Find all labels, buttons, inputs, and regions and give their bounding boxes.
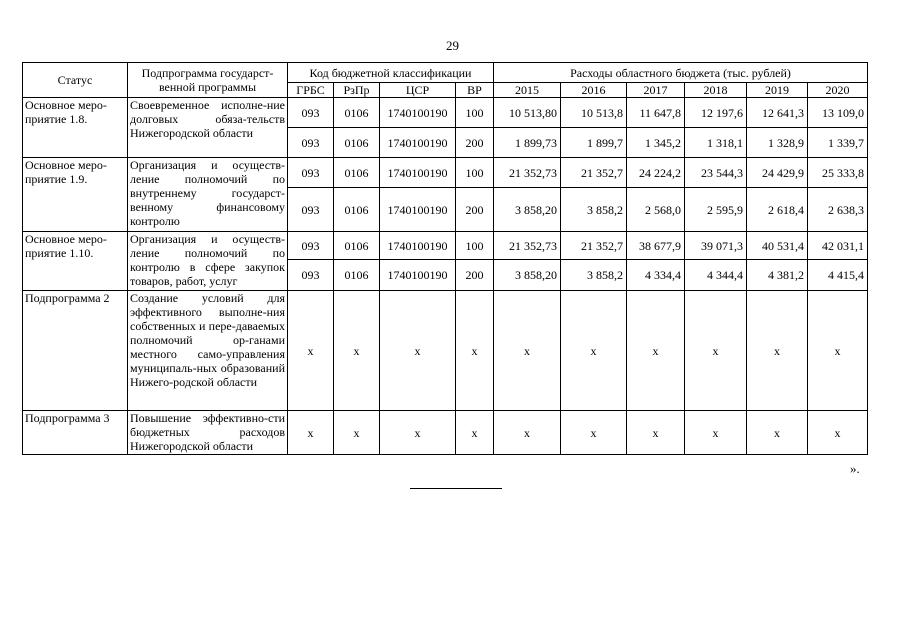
value-cell: х (494, 291, 561, 411)
value-cell: 2 638,3 (808, 188, 868, 232)
rzpr-cell: х (334, 411, 380, 455)
value-cell: 4 344,4 (685, 260, 747, 291)
grbs-cell: 093 (288, 158, 334, 188)
value-cell: 11 647,8 (627, 98, 685, 128)
csr-cell: х (380, 291, 456, 411)
header-status: Статус (23, 63, 128, 98)
grbs-cell: 093 (288, 128, 334, 158)
table-row (23, 411, 868, 455)
value-cell: 13 109,0 (808, 98, 868, 128)
value-cell: 23 544,3 (685, 158, 747, 188)
status-cell: Подпрограмма 3 (23, 411, 128, 455)
value-cell: х (747, 291, 808, 411)
rzpr-cell: 0106 (334, 232, 380, 260)
value-cell: 4 415,4 (808, 260, 868, 291)
value-cell: х (808, 411, 868, 455)
value-cell: х (627, 411, 685, 455)
value-cell: 38 677,9 (627, 232, 685, 260)
value-cell: х (685, 411, 747, 455)
rzpr-cell: 0106 (334, 260, 380, 291)
value-cell: 1 899,73 (494, 128, 561, 158)
table-row (23, 98, 868, 128)
csr-cell: 1740100190 (380, 98, 456, 128)
header-rzpr: РзПр (334, 83, 380, 98)
csr-cell: 1740100190 (380, 128, 456, 158)
budget-table (22, 62, 868, 455)
value-cell: 3 858,2 (561, 188, 627, 232)
value-cell: 10 513,8 (561, 98, 627, 128)
value-cell: 24 224,2 (627, 158, 685, 188)
vr-cell: 100 (456, 158, 494, 188)
vr-cell: 100 (456, 98, 494, 128)
value-cell: 2 568,0 (627, 188, 685, 232)
value-cell: 10 513,80 (494, 98, 561, 128)
value-cell: 4 334,4 (627, 260, 685, 291)
value-cell: 24 429,9 (747, 158, 808, 188)
rzpr-cell: х (334, 291, 380, 411)
csr-cell: х (380, 411, 456, 455)
csr-cell: 1740100190 (380, 232, 456, 260)
description-cell: Организация и осуществ-ление полномочий по внутреннему государст-венному финансовому контролю (128, 158, 288, 232)
vr-cell: х (456, 411, 494, 455)
grbs-cell: 093 (288, 98, 334, 128)
grbs-cell: 093 (288, 232, 334, 260)
grbs-cell: 093 (288, 188, 334, 232)
value-cell: 1 899,7 (561, 128, 627, 158)
header-subprogram: Подпрограмма государст-венной программы (128, 63, 288, 98)
value-cell: х (685, 291, 747, 411)
header-year: 2018 (685, 83, 747, 98)
rzpr-cell: 0106 (334, 98, 380, 128)
description-cell: Своевременное исполне-ние долговых обяза-тельств Нижегородской области (128, 98, 288, 158)
csr-cell: 1740100190 (380, 158, 456, 188)
description-cell: Организация и осуществ-ление полномочий по контролю в сфере закупок товаров, работ, услуг (128, 232, 288, 291)
header-expense-group: Расходы областного бюджета (тыс. рублей) (494, 63, 868, 83)
value-cell: 40 531,4 (747, 232, 808, 260)
description-cell: Создание условий для эффективного выполне-ния собственных и пере-даваемых полномочий ор-ганами местного само-управления муниципаль-ных образований Нижего-родской области (128, 291, 288, 411)
header-year: 2017 (627, 83, 685, 98)
value-cell: 1 318,1 (685, 128, 747, 158)
header-year: 2019 (747, 83, 808, 98)
value-cell: 1 328,9 (747, 128, 808, 158)
page-number: 29 (446, 38, 459, 53)
table-row (23, 291, 868, 411)
value-cell: х (561, 411, 627, 455)
csr-cell: 1740100190 (380, 188, 456, 232)
value-cell: 12 641,3 (747, 98, 808, 128)
value-cell: 3 858,20 (494, 260, 561, 291)
vr-cell: 200 (456, 188, 494, 232)
value-cell: х (808, 291, 868, 411)
value-cell: 25 333,8 (808, 158, 868, 188)
value-cell: 21 352,73 (494, 158, 561, 188)
value-cell: 12 197,6 (685, 98, 747, 128)
csr-cell: 1740100190 (380, 260, 456, 291)
status-cell: Основное меро-приятие 1.9. (23, 158, 128, 232)
value-cell: 21 352,7 (561, 232, 627, 260)
closing-quote: ». (850, 461, 860, 476)
header-year: 2015 (494, 83, 561, 98)
value-cell: 39 071,3 (685, 232, 747, 260)
status-cell: Основное меро-приятие 1.10. (23, 232, 128, 291)
header-grbs: ГРБС (288, 83, 334, 98)
grbs-cell: х (288, 411, 334, 455)
description-cell: Повышение эффективно-сти бюджетных расходов Нижегородской области (128, 411, 288, 455)
value-cell: х (627, 291, 685, 411)
value-cell: х (561, 291, 627, 411)
status-cell: Подпрограмма 2 (23, 291, 128, 411)
value-cell: 2 618,4 (747, 188, 808, 232)
table-row (23, 232, 868, 260)
value-cell: 4 381,2 (747, 260, 808, 291)
rzpr-cell: 0106 (334, 158, 380, 188)
value-cell: 42 031,1 (808, 232, 868, 260)
vr-cell: 100 (456, 232, 494, 260)
value-cell: 1 345,2 (627, 128, 685, 158)
header-csr: ЦСР (380, 83, 456, 98)
rzpr-cell: 0106 (334, 188, 380, 232)
vr-cell: 200 (456, 260, 494, 291)
value-cell: х (494, 411, 561, 455)
separator-line (410, 488, 502, 489)
grbs-cell: х (288, 291, 334, 411)
value-cell: 21 352,73 (494, 232, 561, 260)
status-cell: Основное меро-приятие 1.8. (23, 98, 128, 158)
value-cell: х (747, 411, 808, 455)
value-cell: 3 858,20 (494, 188, 561, 232)
value-cell: 3 858,2 (561, 260, 627, 291)
vr-cell: х (456, 291, 494, 411)
vr-cell: 200 (456, 128, 494, 158)
header-year: 2020 (808, 83, 868, 98)
grbs-cell: 093 (288, 260, 334, 291)
header-code-group: Код бюджетной классификации (288, 63, 494, 83)
header-year: 2016 (561, 83, 627, 98)
value-cell: 1 339,7 (808, 128, 868, 158)
rzpr-cell: 0106 (334, 128, 380, 158)
value-cell: 21 352,7 (561, 158, 627, 188)
header-vr: ВР (456, 83, 494, 98)
value-cell: 2 595,9 (685, 188, 747, 232)
table-row (23, 158, 868, 188)
